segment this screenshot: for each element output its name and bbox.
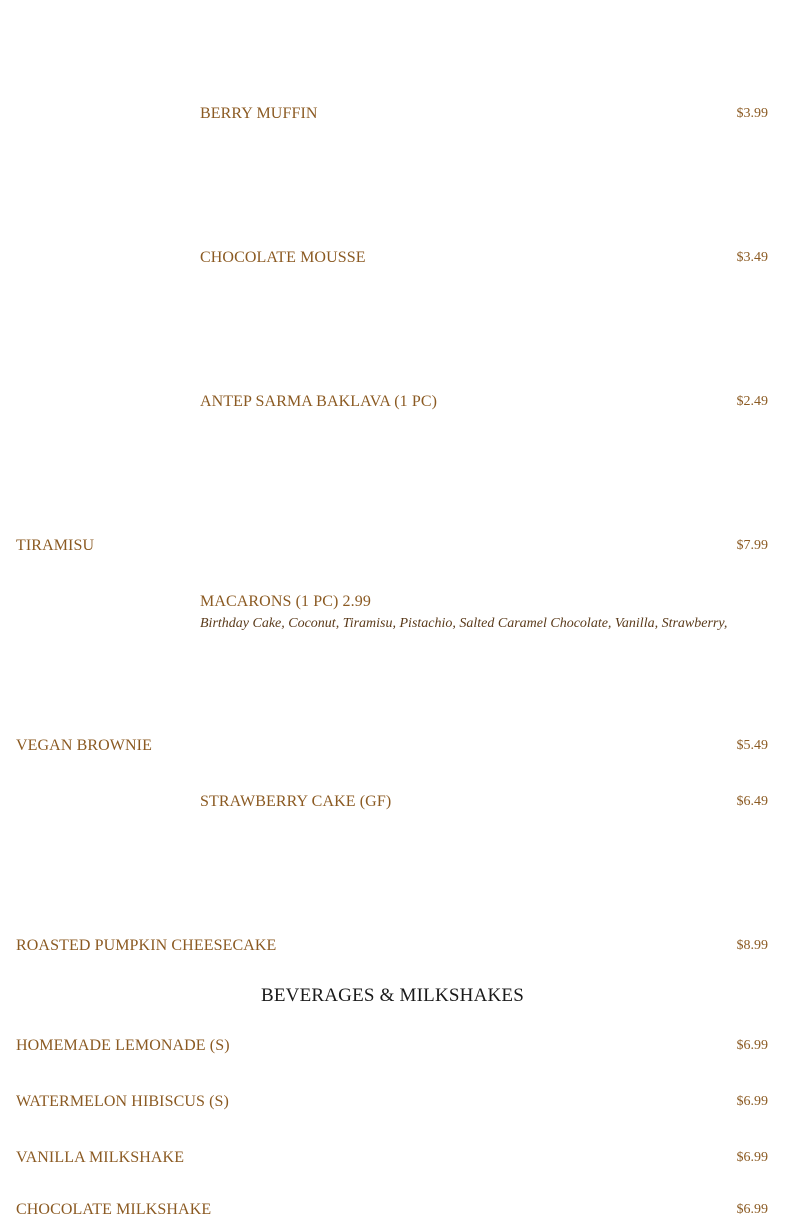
item-price: $2.49 (736, 394, 768, 409)
item-name: STRAWBERRY CAKE (GF) (200, 793, 392, 810)
item-price: $8.99 (736, 938, 768, 953)
item-name: ANTEP SARMA BAKLAVA (1 PC) (200, 393, 438, 410)
item-name: VANILLA MILKSHAKE (16, 1149, 185, 1166)
item-price: $5.49 (736, 738, 768, 753)
item-price: $6.99 (736, 1202, 768, 1217)
item-name: VEGAN BROWNIE (16, 737, 152, 754)
item-name: TIRAMISU (16, 537, 95, 554)
item-name: MACARONS (1 PC) 2.99 (200, 593, 371, 610)
item-name: WATERMELON HIBISCUS (S) (16, 1093, 229, 1110)
item-name: CHOCOLATE MOUSSE (200, 249, 366, 266)
section-heading-beverages: BEVERAGES & MILKSHAKES (260, 985, 525, 1006)
item-price: $6.99 (736, 1150, 768, 1165)
item-price: $6.49 (736, 794, 768, 809)
item-price: $6.99 (736, 1038, 768, 1053)
item-price: $3.49 (736, 250, 768, 265)
item-name: HOMEMADE LEMONADE (S) (16, 1037, 230, 1054)
item-name: BERRY MUFFIN (200, 105, 318, 122)
item-price: $6.99 (736, 1094, 768, 1109)
item-price: $3.99 (736, 106, 768, 121)
item-name: ROASTED PUMPKIN CHEESECAKE (16, 937, 277, 954)
item-description: Birthday Cake, Coconut, Tiramisu, Pistachio, Salted Caramel Chocolate, Vanilla, Strawberry, (200, 616, 728, 631)
item-name: CHOCOLATE MILKSHAKE (16, 1201, 212, 1218)
item-price: $7.99 (736, 538, 768, 553)
